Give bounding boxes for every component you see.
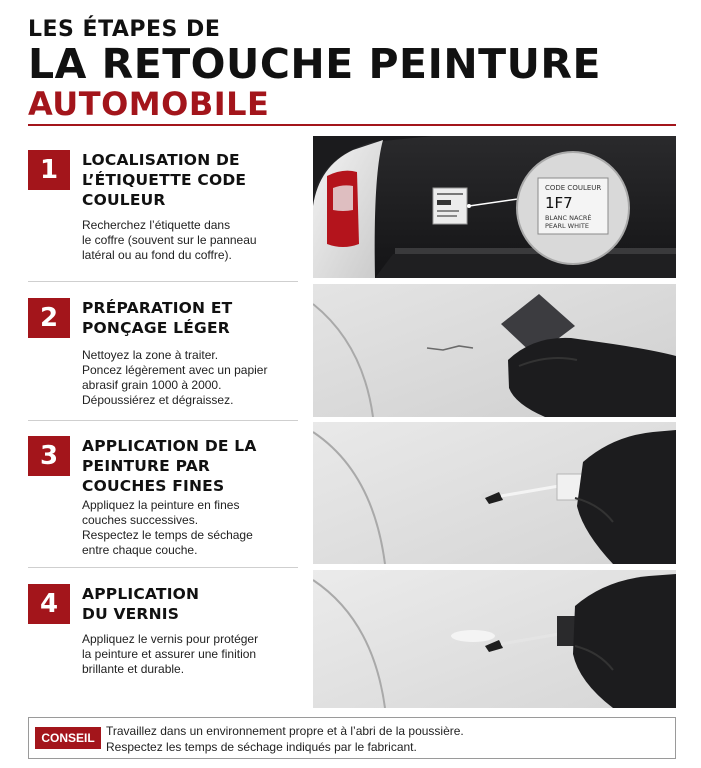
paint-brush-photo <box>313 422 676 564</box>
label-code: 1F7 <box>545 194 573 212</box>
tip-line-1: Travaillez dans un environnement propre et à l’abri de la poussière. <box>106 724 464 738</box>
header-line-1: LES ÉTAPES DE <box>28 17 221 42</box>
label-name-en: PEARL WHITE <box>545 222 589 230</box>
sanding-photo <box>313 284 676 417</box>
step-description: Recherchez l’étiquette dans le coffre (souvent sur le panneau latéral ou au fond du coffre). <box>82 218 257 262</box>
label-name-fr: BLANC NACRÉ <box>545 214 592 222</box>
step-2 <box>28 284 676 417</box>
header-line-2: LA RETOUCHE PEINTURE <box>28 40 601 88</box>
trunk-label-photo <box>313 136 676 278</box>
tip-box <box>28 717 676 759</box>
step-4 <box>28 570 676 708</box>
step-title: LOCALISATION DE L’ÉTIQUETTE CODE COULEUR <box>82 151 247 209</box>
step-separator <box>28 420 298 421</box>
step-1 <box>28 136 676 278</box>
page-header <box>28 16 678 122</box>
header-divider <box>28 124 676 126</box>
tip-badge: CONSEIL <box>35 727 101 749</box>
step-number-badge: 2 <box>28 298 70 338</box>
varnish-brush-photo <box>313 570 676 708</box>
step-description: Appliquez le vernis pour protéger la peinture et assurer une finition brillante et durable. <box>82 632 259 676</box>
step-description: Appliquez la peinture en fines couches successives. Respectez le temps de séchage entre chaque couche. <box>82 498 253 557</box>
step-number-badge: 3 <box>28 436 70 476</box>
step-3 <box>28 422 676 564</box>
label-heading: CODE COULEUR <box>545 184 602 192</box>
step-title: APPLICATION DU VERNIS <box>82 585 200 623</box>
step-number-badge: 1 <box>28 150 70 190</box>
step-description: Nettoyez la zone à traiter. Poncez légèrement avec un papier abrasif grain 1000 à 2000. Dépoussiérez et dégraissez. <box>82 348 268 407</box>
header-line-3: AUTOMOBILE <box>28 85 270 123</box>
step-number-badge: 4 <box>28 584 70 624</box>
step-title: APPLICATION DE LA PEINTURE PAR COUCHES FINES <box>82 437 257 495</box>
tip-line-2: Respectez les temps de séchage indiqués par le fabricant. <box>106 740 417 754</box>
step-separator <box>28 567 298 568</box>
step-separator <box>28 281 298 282</box>
step-title: PRÉPARATION ET PONÇAGE LÉGER <box>82 299 233 337</box>
